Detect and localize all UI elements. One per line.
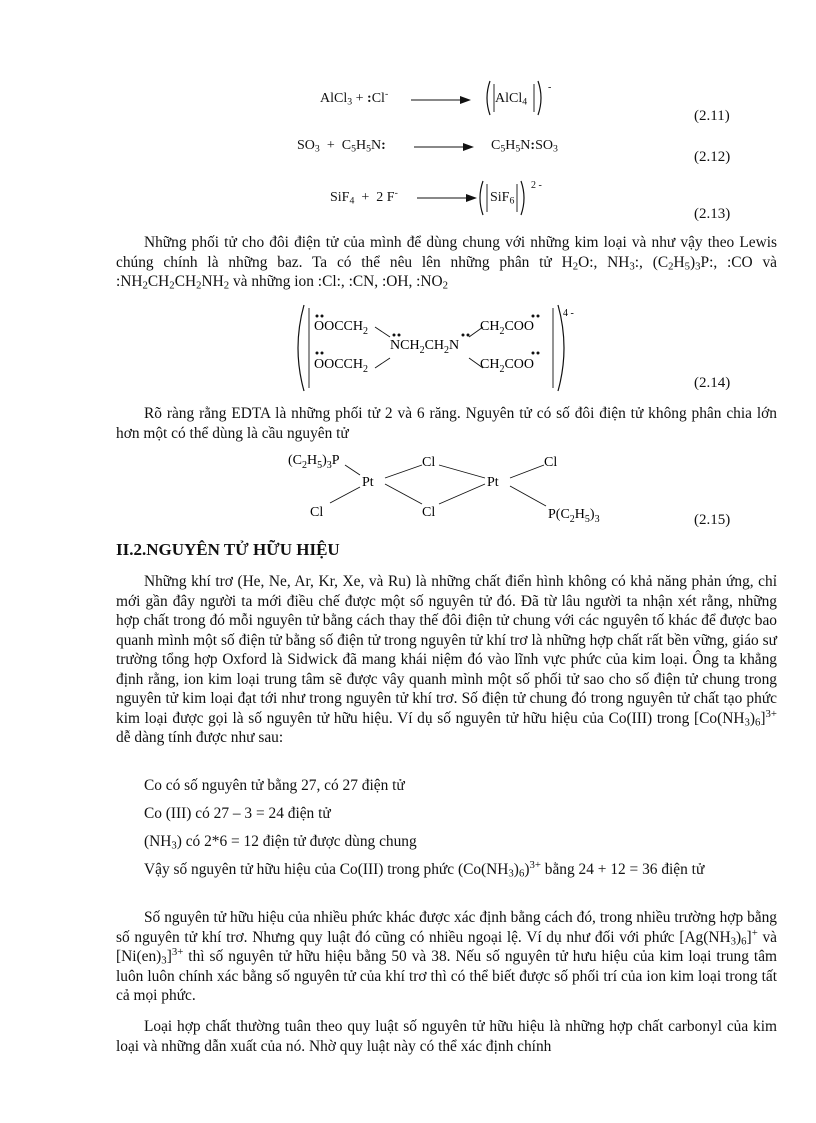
- edta-group-top-left: $OOCCH_2$: [314, 319, 369, 337]
- text-run: P:, :CO và :NH: [116, 253, 778, 290]
- text-run: Những phối tử cho đôi điện tử của mình để dùng chung với những kim loại và như vậy theo Lewis chúng chính là những baz. Ta có thể nêu lên những phân tử H: [116, 234, 777, 271]
- eq-plus: +: [326, 138, 335, 153]
- eq-sub: 5: [366, 143, 371, 155]
- eq-term: N: [371, 138, 382, 153]
- eq-sub: 4: [522, 96, 528, 108]
- eq-term: H: [505, 138, 516, 153]
- eq-sub: 5: [351, 143, 356, 155]
- platinum-atom: Pt: [487, 475, 499, 490]
- text-run: bằng 24 + 12 = 36 điện tử: [540, 861, 705, 878]
- edta-group-top-right: $CH_2COO$: [480, 319, 535, 337]
- subscript: 2: [223, 279, 230, 292]
- eq-term: SO: [535, 138, 553, 153]
- subscript: 2: [169, 279, 175, 292]
- complex-ion: [490, 190, 514, 206]
- reaction-arrow: [411, 94, 471, 106]
- eq-term: SiF: [490, 190, 510, 205]
- eq-term: AlCl: [320, 91, 348, 106]
- subscript: 3: [171, 839, 177, 852]
- charge-label: 4 -: [563, 308, 574, 319]
- superscript: 3+: [529, 859, 541, 872]
- superscript: +: [751, 926, 758, 939]
- calc-line: Co có số nguyên tử bằng 27, có 27 điện tử: [144, 777, 405, 794]
- text-run: dễ dàng tính được như sau:: [116, 729, 284, 746]
- text-run: NH: [201, 273, 224, 290]
- text-run: CH: [174, 273, 197, 290]
- eq-term: AlCl: [495, 91, 523, 106]
- complex-ion: [495, 91, 527, 107]
- eq-sub: 5: [515, 143, 521, 155]
- subscript: 6: [518, 867, 525, 880]
- edta-group-bottom-left: $OOCCH_2$: [314, 357, 369, 375]
- subscript: 6: [755, 716, 761, 729]
- subscript: 2: [572, 260, 579, 273]
- text-run: thì số nguyên tử hữu hiệu bằng 50 và 38. Nếu số nguyên tử hưu hiệu của kim loại trung tâm luôn luôn chính xác bằng số nguyên tử của khí trơ thì có thể biết được số phối trí của ion kim loại trong tất cả mọi phức.: [116, 948, 777, 1004]
- eq-sub: 5: [500, 143, 506, 155]
- eq-term: C: [491, 138, 501, 153]
- eq-sup: -: [394, 187, 398, 199]
- subscript: 3: [508, 867, 514, 880]
- reaction-arrow: [414, 141, 474, 153]
- eq-sub: 3: [552, 143, 558, 155]
- eq-term: SiF: [330, 190, 350, 205]
- paragraph-carbonyl: Loại hợp chất thường tuân theo quy luật số nguyên tử hữu hiệu là những hợp chất carbonyl của kim loại và những dẫn xuất của nó. Nhờ quy luật này có thể xác định chính: [116, 1018, 777, 1055]
- subscript: 3: [744, 716, 750, 729]
- eq-sub: 4: [349, 195, 355, 207]
- triethylphosphine-ligand: $(C_2H_5)_3P$: [288, 453, 340, 471]
- bracket-right: [532, 80, 546, 116]
- text-run: ]: [760, 709, 766, 727]
- subscript: 2: [196, 279, 202, 292]
- subscript: 6: [741, 935, 747, 948]
- text-run: ): [690, 253, 696, 271]
- text-run: và [Ni(en): [116, 928, 778, 965]
- reaction-arrow: [417, 192, 477, 204]
- superscript: 3+: [171, 946, 184, 959]
- eq-term: N: [520, 138, 531, 153]
- eq-term: C: [341, 138, 352, 153]
- text-run: ]: [166, 948, 172, 965]
- bracket-left: [482, 80, 496, 116]
- bridging-chloride: Cl: [422, 455, 436, 470]
- section-heading: II.2.NGUYÊN TỬ HỮU HIỆU: [116, 540, 340, 559]
- subscript: 3: [730, 935, 737, 948]
- charge-label: -: [548, 82, 552, 93]
- text-run: Vậy số nguyên tử hữu hiệu của Co(III) trong phức (Co(NH: [144, 861, 509, 878]
- subscript: 2: [442, 279, 449, 292]
- text-run: O:, NH: [578, 253, 630, 271]
- edta-group-bottom-right: $CH_2COO$: [480, 357, 535, 375]
- paragraph-effective-atomic-number: [116, 572, 777, 748]
- subscript: 3: [695, 260, 701, 273]
- equation-number: (2.11): [694, 108, 730, 124]
- text-run: ]: [746, 928, 752, 946]
- eq-sup: -: [384, 88, 389, 100]
- platinum-atom: Pt: [362, 475, 374, 490]
- charge-label: 2 -: [531, 180, 542, 191]
- edta-structure: [290, 302, 590, 394]
- eq-plus: +: [361, 190, 370, 205]
- text-run: ): [749, 709, 755, 727]
- eq-sub: 3: [314, 143, 320, 155]
- triethylphosphine-ligand: $P(C_2H_5)_3$: [548, 507, 600, 524]
- bracket-right: [515, 180, 529, 216]
- text-run: Những khí trơ (He, Ne, Ar, Kr, Xe, và Ru) là những chất điển hình không có khả năng phản ứng, chỉ mới gần đây người ta mới điều chế được một số nguyên tử đó. Đã từ lâu người ta nhận xét rằng, những hợp chất trong đó mỗi nguyên tử bằng cách thay thế đôi điện tử chung với các nguyên tố khác để được bao quanh mình một số điện tử bằng số điện tử trong nguyên tử khí trơ là những hợp chất rất bền vững, giáo sư trường tổng hợp Oxford là Sidwick đã mang khái niệm đó vào lĩnh vực phức của kim loại. Ông ta khẳng định rằng, ion kim loại trung tâm sẽ được vây quanh mình một số phối tử sao cho số điện tử chung trong nguyên tử kim loại đạt tới như trong nguyên tử khí trơ. Số điện tử chung đó trong nguyên tử chất tạo phức kim loại được gọi là số nguyên tử hữu hiệu. Ví dụ số nguyên tử hữu hiệu của Co(III) trong [Co(NH: [116, 573, 777, 727]
- eq-lone-pair: :: [530, 138, 536, 153]
- terminal-chloride: Cl: [310, 505, 324, 520]
- eq-lone-pair: :: [367, 91, 372, 106]
- eq-term: Cl: [371, 91, 385, 106]
- eq-sub: 3: [347, 96, 353, 108]
- text-run: và những ion :Cl:, :CN, :OH, :NO: [229, 273, 443, 290]
- paragraph-exceptions: [116, 908, 777, 1006]
- text-run: ): [736, 928, 742, 946]
- paragraph-edta: Rõ ràng rằng EDTA là những phối tử 2 và 6 răng. Nguyên tử có số đôi điện tử không phân chia lớn hơn một có thể dùng là cầu nguyên tử: [116, 405, 777, 442]
- equation-2-13: [330, 187, 398, 207]
- paragraph-result: [116, 860, 777, 880]
- subscript: 2: [142, 279, 148, 292]
- equation-2-12: [297, 138, 386, 154]
- equation-number: (2.15): [694, 512, 731, 528]
- text-run: ): [524, 861, 530, 878]
- big-bracket-left: [298, 305, 304, 391]
- platinum-dimer-structure: [288, 448, 628, 524]
- eq-sub: 6: [509, 195, 515, 207]
- calc-line: Co (III) có 27 – 3 = 24 điện tử: [144, 805, 331, 822]
- bracket-left: [475, 180, 489, 216]
- subscript: 2: [668, 260, 674, 273]
- text-run: Số nguyên tử hữu hiệu của nhiều phức khác được xác định bằng cách đó, trong nhiều trường hợp bằng số nguyên tử khí trơ. Nhưng quy luật đó cũng có nhiều ngoại lệ. Ví dụ như đối với phức [Ag(NH: [116, 909, 777, 946]
- text-run: H: [673, 253, 685, 271]
- text-run: CH: [147, 273, 170, 290]
- eq-term: 2 F: [376, 190, 395, 205]
- calc-line: [144, 833, 417, 851]
- subscript: 5: [684, 260, 690, 273]
- text-run: (NH: [144, 833, 172, 850]
- text-run: ): [513, 861, 519, 878]
- equation-number: (2.13): [694, 206, 731, 222]
- subscript: 3: [161, 954, 167, 967]
- text-run: :, (C: [634, 253, 669, 271]
- equation-number: (2.14): [694, 375, 731, 391]
- terminal-chloride: Cl: [544, 455, 558, 470]
- equation-number: (2.12): [694, 149, 731, 165]
- eq-plus: +: [355, 91, 364, 106]
- equation-2-11: [320, 88, 389, 108]
- text-run: ) có 2*6 = 12 điện tử được dùng chung: [176, 833, 417, 850]
- superscript: 3+: [765, 707, 777, 720]
- subscript: 3: [629, 260, 635, 273]
- adduct-product: [491, 138, 558, 154]
- eq-lone-pair: :: [381, 138, 386, 153]
- edta-backbone: $NCH_2CH_2N$: [390, 338, 460, 356]
- bridging-chloride: Cl: [422, 505, 436, 520]
- paragraph-ligands: [116, 233, 777, 292]
- eq-term: SO: [297, 138, 315, 153]
- eq-term: H: [355, 138, 367, 153]
